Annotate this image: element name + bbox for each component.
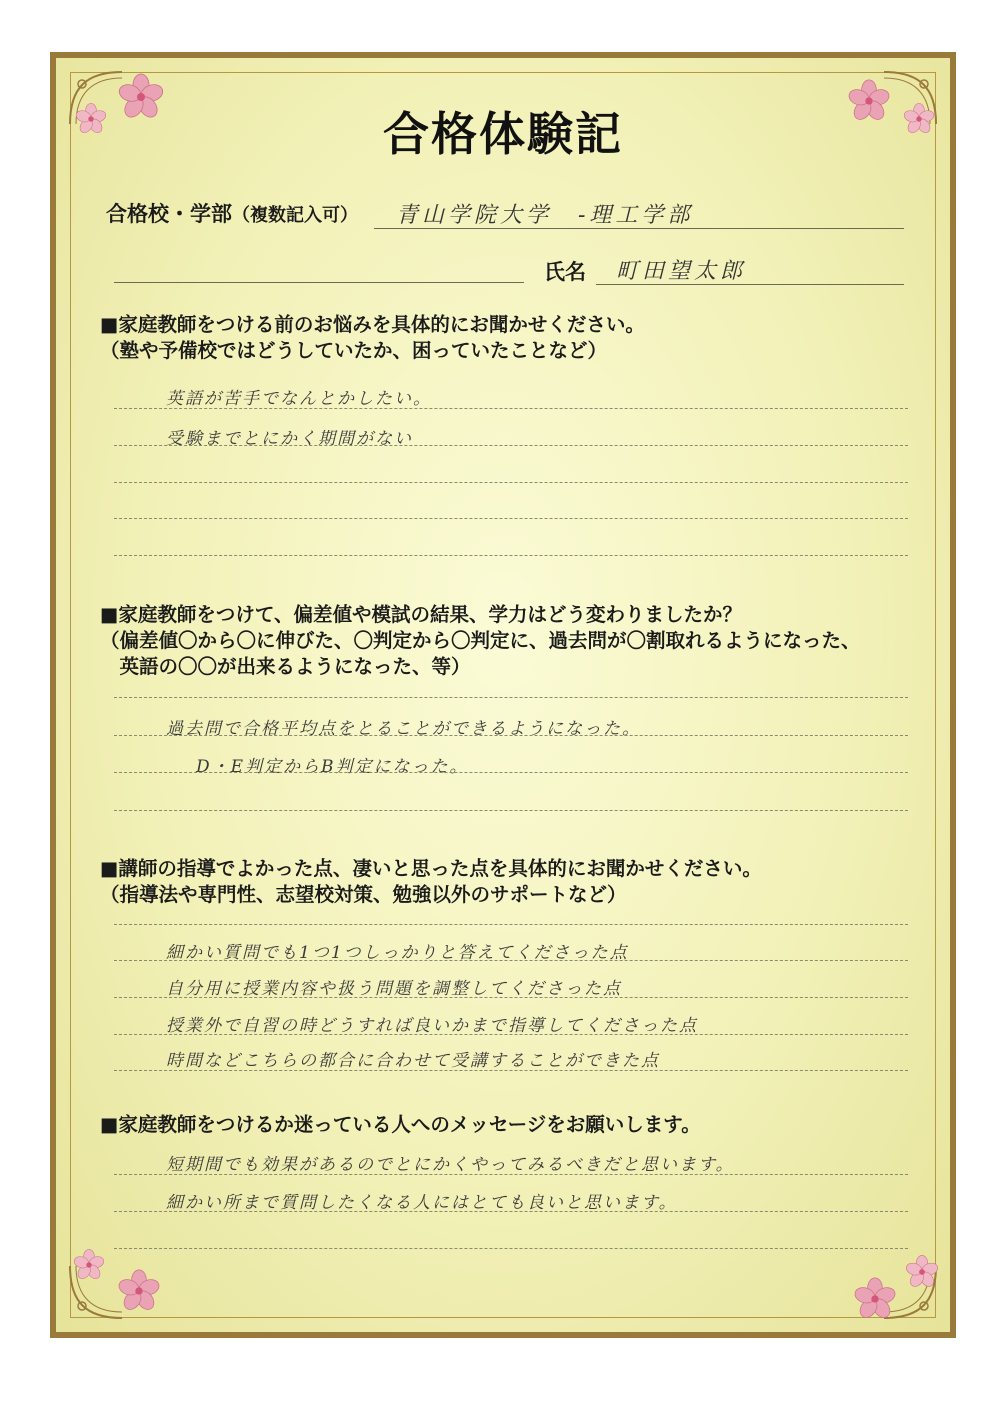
name-underline — [596, 284, 904, 285]
name-label: 氏名 — [544, 260, 586, 284]
answer-rule — [114, 445, 908, 446]
answer-line: 英語が苦手でなんとかしたい。 — [166, 389, 432, 409]
school-label — [106, 198, 358, 228]
cherry-blossom-icon — [116, 1268, 162, 1314]
name-value: 町田望太郎 — [616, 259, 747, 284]
answer-line: 細かい所まで質問したくなる人にはとても良いと思います。 — [166, 1193, 678, 1213]
section-1-question — [100, 312, 645, 364]
answer-line: 授業外で自習の時どうすれば良いかまで指導してくださった点 — [166, 1016, 698, 1036]
question-sub: （偏差値〇から〇に伸びた、〇判定から〇判定に、過去問が〇割取れるようになった、 — [100, 629, 861, 652]
answer-line: 自分用に授業内容や扱う問題を調整してくださった点 — [166, 979, 622, 999]
blank-underline — [114, 282, 524, 283]
answer-rule — [114, 735, 908, 736]
question-text: ■講師の指導でよかった点、凄いと思った点を具体的にお聞かせください。 — [100, 857, 762, 880]
section-3-question — [100, 856, 762, 908]
form-frame — [50, 52, 956, 1338]
question-sub: 英語の〇〇が出来るようになった、等） — [100, 655, 471, 678]
cherry-blossom-icon — [852, 1276, 898, 1322]
section-4-question — [100, 1112, 701, 1138]
question-text: ■家庭教師をつけて、偏差値や模試の結果、学力はどう変わりましたか？ — [100, 603, 743, 626]
answer-rule — [114, 518, 908, 519]
school-value: 青山学院大学 -理工学部 — [396, 203, 694, 228]
answer-rule — [114, 810, 908, 811]
section-2-question — [100, 602, 861, 680]
answer-rule — [114, 1211, 908, 1212]
answer-rule — [114, 1248, 908, 1249]
question-sub: （指導法や専門性、志望校対策、勉強以外のサポートなど） — [100, 883, 627, 906]
answer-line: 過去問で合格平均点をとることができるようになった。 — [166, 719, 641, 739]
school-underline — [374, 228, 904, 229]
answer-rule — [114, 1034, 908, 1035]
question-text: ■家庭教師をつけるか迷っている人へのメッセージをお願いします。 — [100, 1113, 701, 1136]
answer-rule — [114, 555, 908, 556]
answer-rule — [114, 772, 908, 773]
answer-rule — [114, 482, 908, 483]
answer-rule — [114, 1070, 908, 1071]
question-sub: （塾や予備校ではどうしていたか、困っていたことなど） — [100, 339, 608, 362]
answer-rule — [114, 1174, 908, 1175]
answer-rule — [114, 924, 908, 925]
answer-rule — [114, 697, 908, 698]
answer-rule — [114, 997, 908, 998]
answer-rule — [114, 960, 908, 961]
answer-line: 短期間でも効果があるのでとにかくやってみるべきだと思います。 — [166, 1155, 735, 1175]
question-text: ■家庭教師をつける前のお悩みを具体的にお聞かせください。 — [100, 313, 645, 336]
answer-rule — [114, 408, 908, 409]
page-title: 合格体験記 — [383, 107, 623, 161]
answer-line: D・E判定からB判定になった。 — [196, 757, 469, 777]
answer-line: 時間などこちらの都合に合わせて受講することができた点 — [166, 1051, 660, 1071]
cherry-blossom-icon — [72, 1248, 106, 1282]
school-note: （複数記入可） — [232, 205, 358, 226]
answer-line: 細かい質問でも1つ1つしっかりと答えてくださった点 — [166, 943, 629, 963]
cherry-blossom-icon — [904, 1254, 940, 1290]
school-label-text: 合格校・学部 — [106, 202, 232, 226]
answer-line: 受験までとにかく期間がない — [166, 429, 413, 449]
